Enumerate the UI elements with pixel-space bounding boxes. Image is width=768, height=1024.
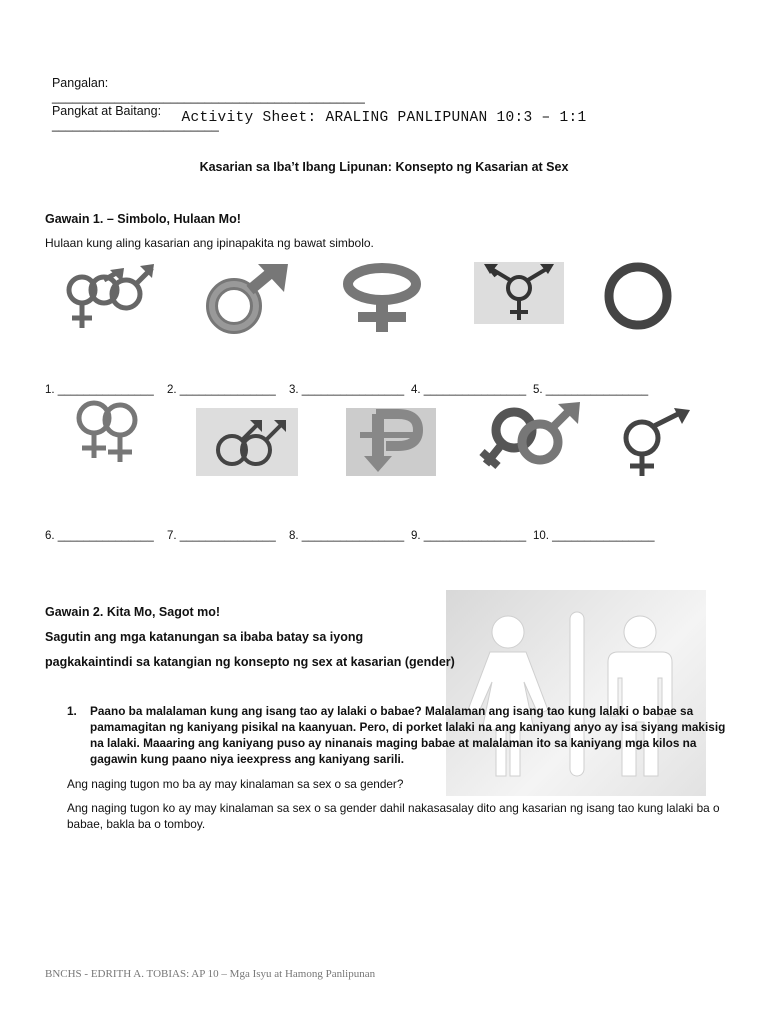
transgender-icon xyxy=(474,262,564,324)
page-subtitle: Kasarian sa Iba’t Ibang Lipunan: Konsepto ng Kasarian at Sex xyxy=(199,160,569,174)
gawain1-heading: Gawain 1. – Simbolo, Hulaan Mo! xyxy=(45,212,241,226)
blank-9[interactable]: 9. ________________ xyxy=(411,530,527,542)
section-label: Pangkat at Baitang: xyxy=(51,104,162,118)
blank-6[interactable]: 6. _______________ xyxy=(45,530,154,542)
blank-8[interactable]: 8. ________________ xyxy=(289,530,405,542)
blank-7[interactable]: 7. _______________ xyxy=(167,530,276,542)
double-male-icon xyxy=(196,408,298,476)
gawain2-line1: Sagutin ang mga katanungan sa ibaba batay sa iyong xyxy=(45,630,364,644)
transgender-male-female-icon xyxy=(606,408,696,478)
blank-2[interactable]: 2. _______________ xyxy=(167,384,276,396)
answer-text[interactable]: Ang naging tugon ko ay may kinalaman sa sex o sa gender dahil nakasasalay dito ang kasarian ng isang tao kung lalaki ba o babae, bakla ba o tomboy. xyxy=(67,801,720,831)
double-female-icon xyxy=(64,398,154,466)
name-field[interactable]: _____________________________________________ xyxy=(51,90,365,104)
interlocked-male-female-icon xyxy=(476,400,584,478)
blank-5[interactable]: 5. ________________ xyxy=(533,384,649,396)
male-3d-icon xyxy=(198,262,294,334)
page-title: Activity Sheet: ARALING PANLIPUNAN 10:3 – 1:1 xyxy=(181,110,587,126)
peso-like-icon xyxy=(346,408,436,476)
question-number: 1. xyxy=(67,704,77,718)
gawain1-instruction: Hulaan kung aling kasarian ang ipinapakita ng bawat simbolo. xyxy=(45,236,374,250)
gawain2-line2: pagkakaintindi sa katangian ng konsepto ng sex at kasarian (gender) xyxy=(45,655,455,669)
circle-ring-icon xyxy=(600,262,680,332)
blank-1[interactable]: 1. _______________ xyxy=(45,384,154,396)
gawain2-heading: Gawain 2. Kita Mo, Sagot mo! xyxy=(45,605,221,619)
section-field[interactable]: ________________________ xyxy=(51,118,219,132)
footer-text: BNCHS - EDRITH A. TOBIAS: AP 10 – Mga Isyu at Hamong Panlipunan xyxy=(45,968,376,980)
blank-3[interactable]: 3. ________________ xyxy=(289,384,405,396)
question-text: Paano ba malalaman kung ang isang tao ay lalaki o babae? Malalaman ang isang tao kung lalaki o babae sa pamamagitan ng kaniyang pisikal na kaanyuan. Pero, di porket lalaki na ang kaniyang anyo ay isa siyang makisig na lalaki. Maaaring ang kaniyang puso ay ninanais maging babae at malalaman ito sa kaniyang mga kilos na gagawin kung paano niya ieexpress ang kaniyang sarili. xyxy=(90,704,726,766)
name-label: Pangalan: xyxy=(51,76,109,90)
blank-4[interactable]: 4. ________________ xyxy=(411,384,527,396)
double-female-male-icon xyxy=(62,262,158,332)
blank-10[interactable]: 10. ________________ xyxy=(533,530,655,542)
female-3d-icon xyxy=(340,262,426,334)
follow-up-question: Ang naging tugon mo ba ay may kinalaman sa sex o sa gender? xyxy=(67,777,404,791)
